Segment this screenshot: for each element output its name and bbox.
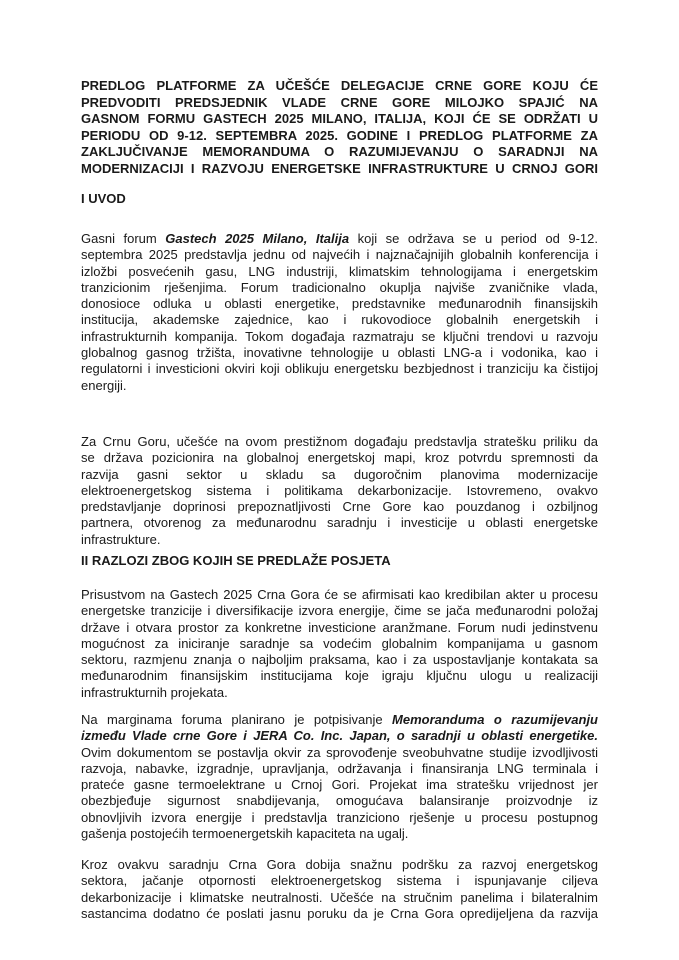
text-segment: institucija, akademske zajednice, kao i rukovodioce globalnih energetskih i (81, 312, 598, 328)
text-segment: se država pozicionira na globalnoj energetskoj mapi, kroz potvrdu spremnosti da (81, 450, 598, 466)
text-segment: partnera, otvorenog za međunarodnu saradnju i investicije u oblasti energetske (81, 515, 598, 531)
text-line (81, 603, 598, 619)
text-segment: globalnog gasnog tržišta, inovativne tehnologije u oblasti LNG-a i vodonika, kao i (81, 345, 598, 361)
text-line (81, 434, 598, 450)
text-segment: infrastrukturnih kompanija. Tokom događaja razmatraju se ključni trendovi u razvoju (81, 328, 598, 344)
text-line (81, 685, 598, 701)
text-segment: prateće gasne termoelektrane u Crnoj Gori. Projekat ima stratešku vrijednost jer (81, 777, 598, 793)
text-line (81, 499, 598, 515)
text-line (81, 873, 598, 889)
text-line (81, 532, 598, 548)
text-segment: gašenja postojećih termoenergetskih kapaciteta na ugalj. (81, 826, 409, 842)
text-line (81, 826, 598, 842)
text-segment: Za Crnu Goru, učešće na ovom prestižnom događaju predstavlja stratešku priliku da (81, 434, 598, 449)
text-segment: infrastrukturnih projekata. (81, 684, 228, 700)
emphasized-text: Memoranduma o razumijevanju (392, 712, 598, 727)
text-segment: donosioce odluka u oblasti energetike, predstavnike međunarodnih finansijskih (81, 296, 598, 312)
text-line (81, 312, 598, 328)
text-segment: međunarodnim finansijskim institucijama koje igraju ključnu ulogu u realizaciji (81, 668, 598, 684)
paragraph-intro-2 (81, 434, 598, 548)
text-segment: koji se održava se u period od 9-12. (349, 231, 598, 246)
text-line (81, 668, 598, 684)
paragraph-cooperation (81, 857, 598, 922)
text-segment: sastancima dodatno će poslati jasnu poruku da je Crna Gora opredijeljena da razvija (81, 905, 598, 921)
text-line (81, 712, 598, 728)
text-line (81, 587, 598, 603)
text-segment: izložbi posvećenih gasu, LNG industriji, klimatskim tehnologijama i energetskim (81, 263, 598, 279)
text-segment: Gasni forum (81, 231, 166, 246)
text-line (81, 483, 598, 499)
text-line (81, 378, 598, 394)
text-segment: energiji. (81, 377, 127, 393)
document-title (81, 78, 598, 178)
text-line (81, 728, 598, 744)
text-line (81, 467, 598, 483)
text-segment: razvoja, nabavke, izgradnje, upravljanja, održavanja i finansiranja LNG terminala i (81, 760, 598, 776)
paragraph-memorandum (81, 712, 598, 842)
text-line (81, 793, 598, 809)
text-line (81, 361, 598, 377)
text-segment: dekarbonizacije i klimatske neutralnosti. Učešće na stručnim panelima i bilateralnim (81, 889, 598, 905)
text-segment: razvija gasni sektor u skladu sa dugoročnim planovima modernizacije (81, 466, 598, 482)
text-segment: obezbjeđuje sigurnost snabdijevanja, omogućava balansiranje proizvodnje iz (81, 793, 598, 809)
text-line (81, 777, 598, 793)
text-segment: Kroz ovakvu saradnju Crna Gora dobija snažnu podršku za razvoj energetskog (81, 857, 598, 872)
text-line (81, 247, 598, 263)
emphasized-text: između Vlade crne Gore i JERA Co. Inc. Japan, o saradnji u oblasti energetike. (81, 728, 598, 744)
text-segment: obnovljivih izvora energije i predstavlja tranziciono rješenje u procesu postupnog (81, 809, 598, 825)
text-line (81, 906, 598, 922)
text-segment: Ovim dokumentom se postavlja okvir za sprovođenje sveobuhvatne studije izvodljivosti (81, 744, 598, 760)
text-line (81, 745, 598, 761)
text-segment: Na marginama foruma planirano je potpisivanje (81, 712, 393, 727)
text-line (81, 857, 598, 873)
title-line: ZAKLJUČIVANJE MEMORANDUMA O RAZUMIJEVANJU O SARADNJI NA (81, 144, 598, 160)
emphasized-text: Gastech 2025 Milano, Italija (165, 231, 350, 246)
text-line (81, 296, 598, 312)
text-line (81, 450, 598, 466)
title-line: PREDVODITI PREDSJEDNIK VLADE CRNE GORE MILOJKO SPAJIĆ NA (81, 94, 598, 110)
text-line (81, 620, 598, 636)
text-line (81, 345, 598, 361)
text-line (81, 515, 598, 531)
title-line: MODERNIZACIJI I RAZVOJU ENERGETSKE INFRASTRUKTURE U CRNOJ GORI (81, 160, 598, 176)
text-segment: sektora, jačanje otpornosti elektroenergetskog sistema i ispunjavanje ciljeva (81, 873, 598, 889)
title-line: GASNOM FORMU GASTECH 2025 MILANO, ITALIJA, KOJI ĆE SE ODRŽATI U (81, 111, 598, 127)
text-line (81, 280, 598, 296)
text-line (81, 761, 598, 777)
text-segment: države i otvara prostor za konkretne investicione aranžmane. Forum nudi jedinstvenu (81, 619, 598, 635)
text-segment: septembra 2025 predstavlja jednu od najvećih i najznačajnijih globalnih konferencija i (81, 247, 598, 263)
text-line (81, 890, 598, 906)
text-segment: mogućnost za iniciranje saradnje sa vodećim globalnim kompanijama u gasnom (81, 635, 598, 651)
title-line: PREDLOG PLATFORME ZA UČEŠĆE DELEGACIJE CRNE GORE KOJU ĆE (81, 78, 598, 93)
text-segment: infrastrukture. (81, 531, 161, 547)
text-segment: energetske tranzicije i diversifikacije izvora energije, čime se jača međunarodni položaj (81, 603, 598, 619)
text-segment: elektroenergetskog sistema i politikama dekarbonizacije. Istovremeno, ovakvo (81, 482, 598, 498)
text-line (81, 636, 598, 652)
text-segment: tranzicionim rješenjima. Forum tradicionalno okuplja najviše zvaničnike vlada, (81, 279, 598, 295)
text-line (81, 329, 598, 345)
text-segment: predstavljanje doprinosi prepoznatljivosti Crne Gore kao pouzdanog i ozbiljnog (81, 499, 598, 515)
text-segment: Prisustvom na Gastech 2025 Crna Gora će se afirmisati kao kredibilan akter u procesu (81, 587, 598, 602)
paragraph-intro-1 (81, 231, 598, 394)
section-heading-uvod: I UVOD (81, 191, 126, 206)
section-heading-razlozi: II RAZLOZI ZBOG KOJIH SE PREDLAŽE POSJETA (81, 553, 391, 568)
text-line (81, 810, 598, 826)
text-line (81, 231, 598, 247)
text-line (81, 652, 598, 668)
text-segment: regulatorni i investicioni okviri koji oblikuju energetsku bezbjednost i tranziciju ka čistijoj (81, 361, 598, 377)
text-segment: sektoru, razmjenu znanja o najboljim praksama, kao i za uspostavljanje kontakata sa (81, 652, 598, 668)
text-line (81, 264, 598, 280)
paragraph-reasons-1 (81, 587, 598, 701)
title-line: PERIODU OD 9-12. SEPTEMBRA 2025. GODINE I PREDLOG PLATFORME ZA (81, 127, 598, 143)
